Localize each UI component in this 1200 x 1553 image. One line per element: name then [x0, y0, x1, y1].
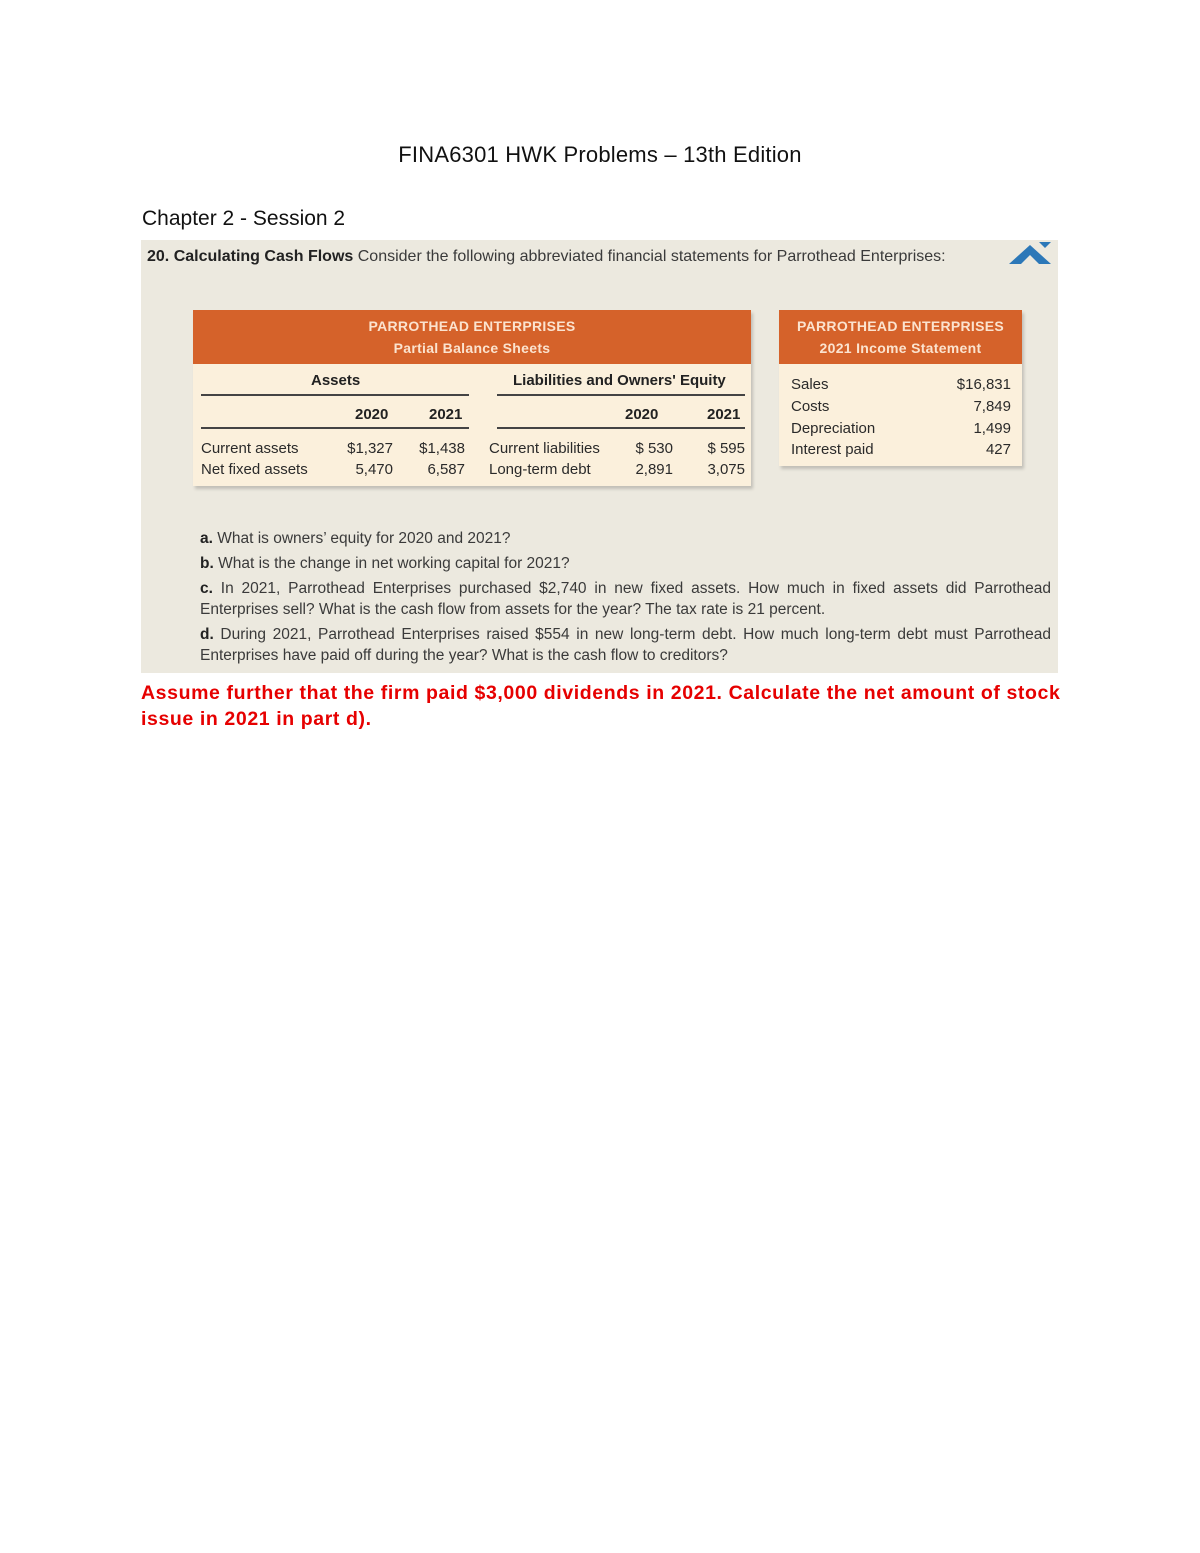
liability-row-label: Current liabilities [489, 440, 600, 457]
liabilities-year-2020: 2020 [625, 406, 659, 423]
asset-row-2021: 6,587 [427, 461, 465, 478]
income-row-value: 7,849 [973, 398, 1011, 415]
income-statement-company: PARROTHEAD ENTERPRISES [796, 318, 1005, 334]
income-row-value: $16,831 [956, 376, 1011, 393]
liability-row-2021: 3,075 [707, 461, 745, 478]
asset-row-2021: $1,438 [419, 440, 465, 457]
question-letter: a. [200, 530, 213, 547]
question-list [200, 528, 1051, 670]
liabilities-year-2021: 2021 [707, 406, 741, 423]
income-row-label: Sales [791, 376, 829, 393]
income-statement-table [779, 310, 1022, 466]
assets-rule [201, 394, 469, 396]
income-statement-header [779, 310, 1022, 364]
question-item [200, 528, 1051, 549]
income-row-label: Depreciation [791, 420, 876, 437]
liability-row-label: Long-term debt [489, 461, 591, 478]
problem-title: Calculating Cash Flows [173, 248, 354, 265]
assumption-note: Assume further that the firm paid $3,000 dividends in 2021. Calculate the net amount of stock issue in 2021 in part d). [141, 682, 1061, 730]
question-item [200, 553, 1051, 574]
asset-row-2020: 5,470 [355, 461, 393, 478]
assets-year-2021: 2021 [429, 406, 463, 423]
document-title: FINA6301 HWK Problems – 13th Edition [398, 142, 802, 167]
asset-row-2020: $1,327 [347, 440, 393, 457]
problem-number: 20. [147, 248, 170, 265]
difficulty-chevron-icon [1009, 242, 1051, 266]
question-text: What is owners’ equity for 2020 and 2021? [217, 530, 511, 547]
problem-intro: Consider the following abbreviated financial statements for Parrothead Enterprises: [357, 248, 946, 265]
balance-sheet-header [193, 310, 751, 364]
question-item [200, 578, 1051, 620]
question-letter: b. [200, 555, 214, 572]
income-statement-subtitle: 2021 Income Statement [819, 340, 982, 356]
question-text: What is the change in net working capital for 2021? [218, 555, 570, 572]
question-letter: c. [200, 580, 213, 597]
balance-sheet-table [193, 310, 751, 486]
question-text: During 2021, Parrothead Enterprises raised $554 in new long-term debt. How much long-term debt must Parrothead Enterprises have paid off during the year? What is the cash flow to creditors? [200, 626, 1051, 664]
assets-year-rule [201, 427, 469, 429]
problem-heading [147, 248, 946, 266]
balance-sheet-company: PARROTHEAD ENTERPRISES [368, 318, 576, 334]
balance-sheet-subtitle: Partial Balance Sheets [393, 340, 551, 356]
income-row-label: Costs [791, 398, 830, 415]
question-item [200, 624, 1051, 666]
income-row-value: 427 [985, 441, 1011, 458]
liabilities-heading: Liabilities and Owners' Equity [513, 372, 726, 389]
liability-row-2020: $ 530 [635, 440, 673, 457]
liabilities-rule [497, 394, 745, 396]
asset-row-label: Current assets [201, 440, 299, 457]
income-row-value: 1,499 [973, 420, 1011, 437]
income-row-label: Interest paid [791, 441, 874, 458]
question-text: In 2021, Parrothead Enterprises purchased $2,740 in new fixed assets. How much in fixed assets did Parrothead Enterprises sell? What is the cash flow from assets for the year? The tax rate is 21 percent. [200, 580, 1051, 618]
problem-panel [141, 240, 1058, 673]
asset-row-label: Net fixed assets [201, 461, 308, 478]
question-letter: d. [200, 626, 214, 643]
liabilities-year-rule [497, 427, 745, 429]
assets-year-2020: 2020 [355, 406, 389, 423]
liability-row-2020: 2,891 [635, 461, 673, 478]
chapter-heading: Chapter 2 - Session 2 [142, 207, 346, 230]
assets-heading: Assets [311, 372, 361, 389]
liability-row-2021: $ 595 [707, 440, 745, 457]
